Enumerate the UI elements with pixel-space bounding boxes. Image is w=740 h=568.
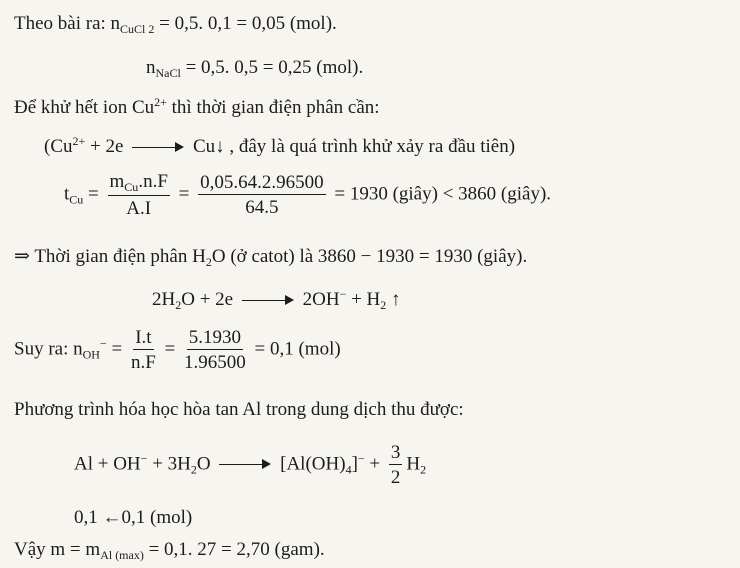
line-cu-reduction-equation: ($Cu^{2+} + 2e$ Cu↓ , đây là quá trình khử xảy ra đầu tiên) [44, 134, 516, 157]
reaction-arrow-icon [219, 459, 271, 471]
line-intro-reduce-cu: Để khử hết ion $Cu^{2+}$ thì thời gian điện phân cần: [14, 95, 380, 118]
line-al-dissolution-intro: Phương trình hóa học hòa tan Al trong dung dịch thu được: [14, 399, 464, 420]
reaction-arrow-icon [242, 295, 294, 307]
fraction-it-over-nf: $\frac{I.t}{n.F}$ [130, 327, 156, 373]
line-given-cucl2: Theo bài ra: $n_{CuCl 2} = 0,5$. 0,1 = 0,05 (mol). [14, 13, 337, 36]
line-final-answer: Vậy $m = m_{Al (max)} = 0,1$. 27 = 2,70 (gam). [14, 539, 325, 562]
line-given-nacl: $n_{NaCl} = 0,5$. 0,5 = 0,25 (mol). [146, 57, 364, 80]
line-water-electrolysis-time: ⇒ Thời gian điện phân $H_2O$ (ở catot) là 3860 − 1930 = 1930 (giây). [14, 246, 528, 269]
fraction-numeric-time: $\frac{0,05.64.2.96500}{64.5}$ [200, 172, 324, 218]
line-al-dissolution-equation: $Al + OH^- + 3H_2O$ $[Al(OH)_4]^-$ + $\frac{3}{2}$ $H_2$ [74, 442, 427, 488]
line-time-cu-formula: $t_{Cu}$ = $\frac{m_{Cu}.n.F}{A.I}$ = $\frac{0,05.64.2.96500}{64.5}$ = 1930 (giây) < 3860 (giây). [64, 171, 552, 219]
line-water-reduction-equation: $2H_2O + 2e$ $2OH^- + H_2$ ↑ [152, 287, 401, 312]
fraction-numeric-moles: $\frac{5.1930}{1.96500}$ [184, 327, 246, 373]
fraction-mass-over-current: $\frac{m_{Cu}.n.F}{A.I}$ [109, 171, 168, 219]
line-mole-ratio: 0,1 ←0,1 (mol) [74, 507, 193, 528]
line-moles-hydroxide: Suy ra: $n_{OH}^-$ = $\frac{I.t}{n.F}$ = $\frac{5.1930}{1.96500}$ = 0,1 (mol) [14, 327, 341, 373]
fraction-three-halves: $\frac{3}{2}$ [390, 442, 401, 488]
reaction-arrow-icon [132, 142, 184, 154]
